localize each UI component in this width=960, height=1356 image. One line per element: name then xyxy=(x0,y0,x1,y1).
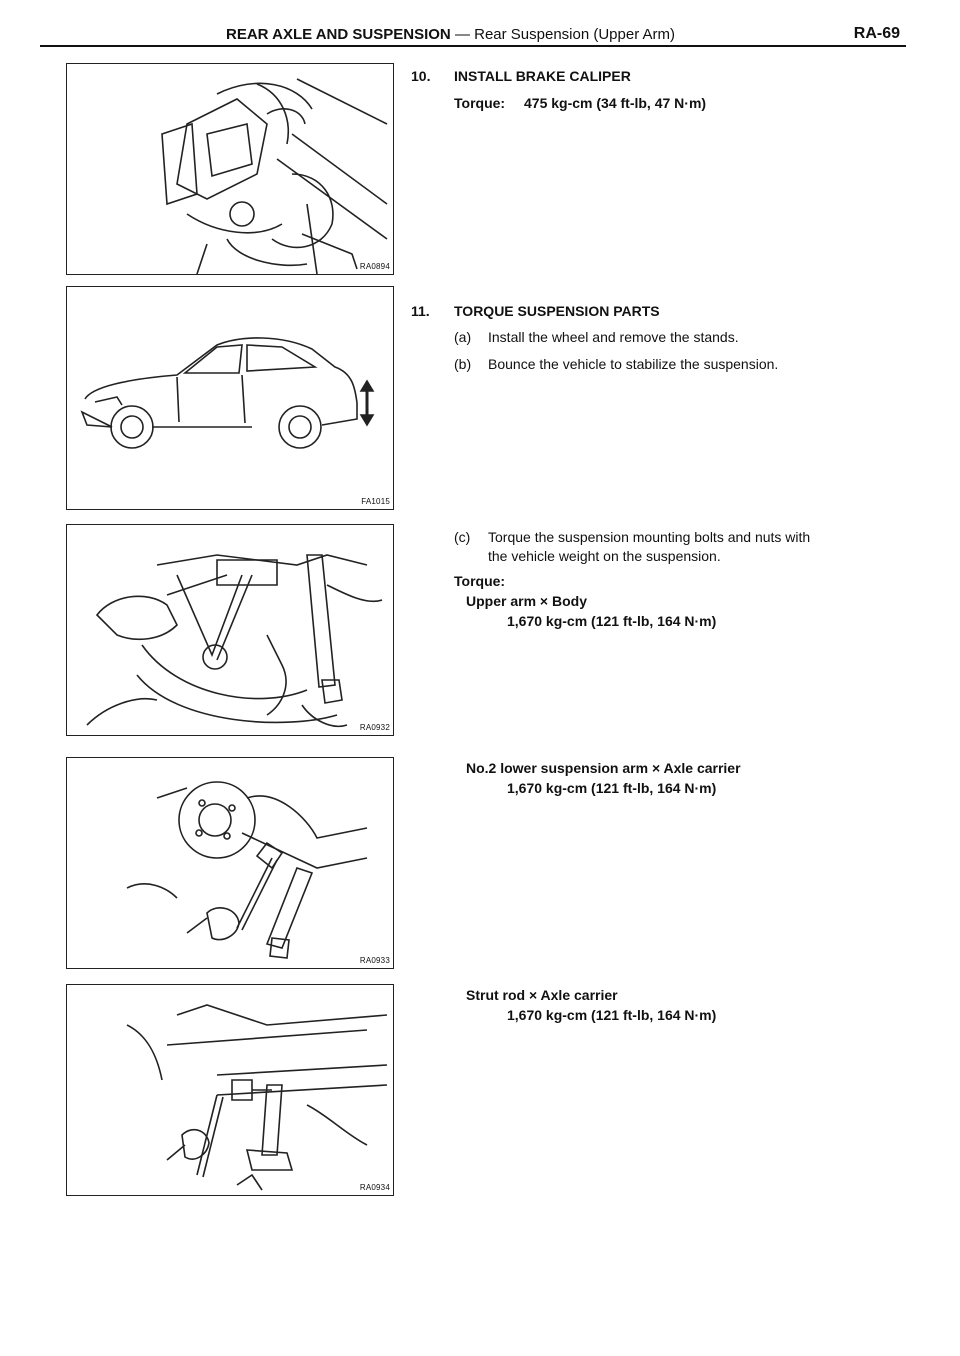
torque-value: 475 kg-cm (34 ft-lb, 47 N·m) xyxy=(524,95,707,111)
torque-spec-upper-arm-part: Upper arm × Body xyxy=(466,593,587,609)
strut-rod-illustration xyxy=(67,985,393,1195)
substep-label: (b) xyxy=(454,356,472,372)
step-number: 10. xyxy=(411,68,431,84)
substep-b xyxy=(454,354,778,374)
figure-code: RA0933 xyxy=(359,956,390,965)
torque-spec-upper-arm-value: 1,670 kg-cm (121 ft-lb, 164 N·m) xyxy=(507,613,717,629)
upper-arm-illustration xyxy=(67,525,393,735)
title-dash: — xyxy=(454,26,470,43)
torque-spec-strut-rod-part: Strut rod × Axle carrier xyxy=(466,987,618,1003)
step-number: 11. xyxy=(411,303,430,319)
lower-arm-illustration xyxy=(67,758,393,968)
page-header xyxy=(40,24,906,46)
step-10-heading xyxy=(411,66,631,86)
torque-spec-strut-rod-value: 1,670 kg-cm (121 ft-lb, 164 N·m) xyxy=(507,1007,717,1023)
figure-code: RA0934 xyxy=(359,1183,390,1192)
figure-car-bounce xyxy=(66,286,394,510)
header-rule xyxy=(40,45,906,47)
step-title: TORQUE SUSPENSION PARTS xyxy=(454,303,660,319)
figure-lower-arm-torque xyxy=(66,757,394,969)
figure-code: RA0894 xyxy=(359,262,390,271)
substep-text: Install the wheel and remove the stands. xyxy=(488,329,739,345)
figure-code: FA1015 xyxy=(361,497,390,506)
substep-c xyxy=(454,527,810,547)
torque-spec-lower-arm-part: No.2 lower suspension arm × Axle carrier xyxy=(466,760,741,776)
car-illustration xyxy=(67,287,393,509)
substep-a xyxy=(454,327,739,347)
step-11-torque-label: Torque: xyxy=(454,573,506,589)
page-title xyxy=(226,26,675,43)
torque-spec-lower-arm-value: 1,670 kg-cm (121 ft-lb, 164 N·m) xyxy=(507,780,717,796)
step-title: INSTALL BRAKE CALIPER xyxy=(454,68,631,84)
substep-text-line1: Torque the suspension mounting bolts and nuts with xyxy=(488,529,811,545)
figure-strut-rod-torque xyxy=(66,984,394,1196)
figure-code: RA0932 xyxy=(359,723,390,732)
page-number: RA-69 xyxy=(853,25,900,42)
figure-upper-arm-torque xyxy=(66,524,394,736)
brake-caliper-illustration xyxy=(67,64,393,274)
substep-label: (c) xyxy=(454,529,471,545)
figure-brake-caliper xyxy=(66,63,394,275)
substep-c-continuation xyxy=(488,546,721,566)
step-11-heading xyxy=(411,301,660,321)
step-10-torque xyxy=(454,93,706,113)
section-title: REAR AXLE AND SUSPENSION xyxy=(226,26,451,43)
substep-text-line2: the vehicle weight on the suspension. xyxy=(488,548,721,564)
subsection-title: Rear Suspension (Upper Arm) xyxy=(474,26,676,43)
torque-label: Torque: xyxy=(454,95,506,111)
substep-label: (a) xyxy=(454,329,472,345)
substep-text: Bounce the vehicle to stabilize the suspension. xyxy=(488,356,779,372)
